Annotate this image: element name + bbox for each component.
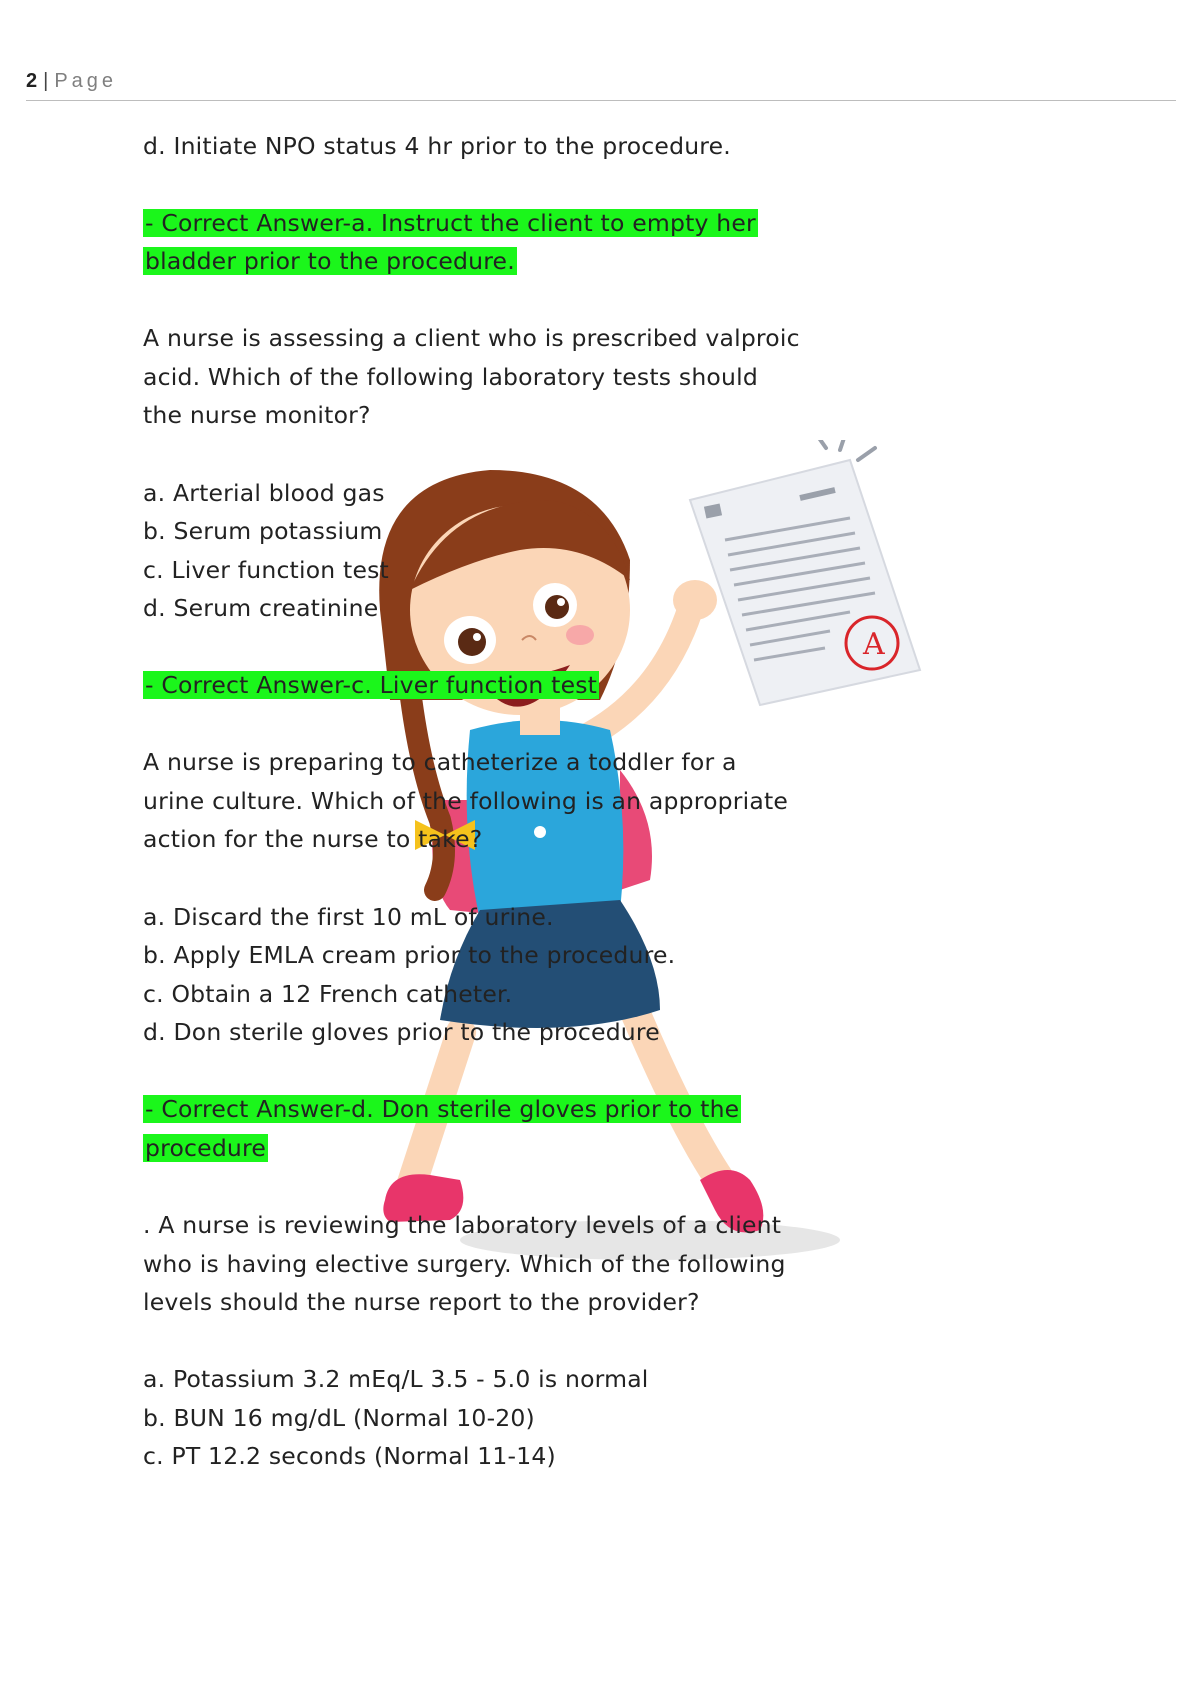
option-item: b. BUN 16 mg/dL (Normal 10-20): [143, 1404, 535, 1432]
correct-answer-highlight: - Correct Answer-c. Liver function test: [145, 671, 598, 699]
option-item: b. Apply EMLA cream prior to the procedure.: [143, 941, 676, 969]
answer-line: [143, 1091, 741, 1127]
question-text: who is having elective surgery. Which of the following: [143, 1250, 786, 1278]
correct-answer-highlight: - Correct Answer-a. Instruct the client to empty her: [145, 209, 756, 237]
correct-answer-highlight: procedure: [145, 1134, 267, 1162]
correct-answer-highlight: - Correct Answer-d. Don sterile gloves prior to the: [145, 1095, 740, 1123]
correct-answer-highlight: bladder prior to the procedure.: [145, 247, 515, 275]
question-text: . A nurse is reviewing the laboratory levels of a client: [143, 1211, 782, 1239]
answer-line: [143, 243, 517, 279]
page-separator: |: [43, 70, 49, 92]
answer-line: [143, 667, 599, 703]
option-item: a. Potassium 3.2 mEq/L 3.5 - 5.0 is normal: [143, 1365, 649, 1393]
option-item: c. Liver function test: [143, 556, 389, 584]
option-item: b. Serum potassium: [143, 517, 383, 545]
question-text: action for the nurse to take?: [143, 825, 483, 853]
page-number: 2: [26, 70, 38, 92]
page-label: Page: [54, 70, 118, 92]
answer-line: [143, 1130, 268, 1166]
question-text: urine culture. Which of the following is an appropriate: [143, 787, 789, 815]
question-text: A nurse is preparing to catheterize a toddler for a: [143, 748, 737, 776]
girl-illustration: [330, 440, 940, 1280]
answer-line: [143, 205, 758, 241]
option-item: a. Arterial blood gas: [143, 479, 385, 507]
option-item: d. Don sterile gloves prior to the procedure: [143, 1018, 660, 1046]
test-paper-icon: [690, 460, 920, 705]
question-text: the nurse monitor?: [143, 401, 371, 429]
question-text: levels should the nurse report to the provider?: [143, 1288, 700, 1316]
option-item: a. Discard the first 10 mL of urine.: [143, 903, 554, 931]
option-item: d. Serum creatinine: [143, 594, 379, 622]
page-header: [26, 70, 1176, 101]
option-item: c. PT 12.2 seconds (Normal 11-14): [143, 1442, 556, 1470]
option-d-npo: d. Initiate NPO status 4 hr prior to the procedure.: [143, 132, 731, 160]
option-item: c. Obtain a 12 French catheter.: [143, 980, 513, 1008]
grade-mark: A: [863, 627, 885, 662]
question-text: acid. Which of the following laboratory tests should: [143, 363, 758, 391]
question-text: A nurse is assessing a client who is prescribed valproic: [143, 324, 800, 352]
